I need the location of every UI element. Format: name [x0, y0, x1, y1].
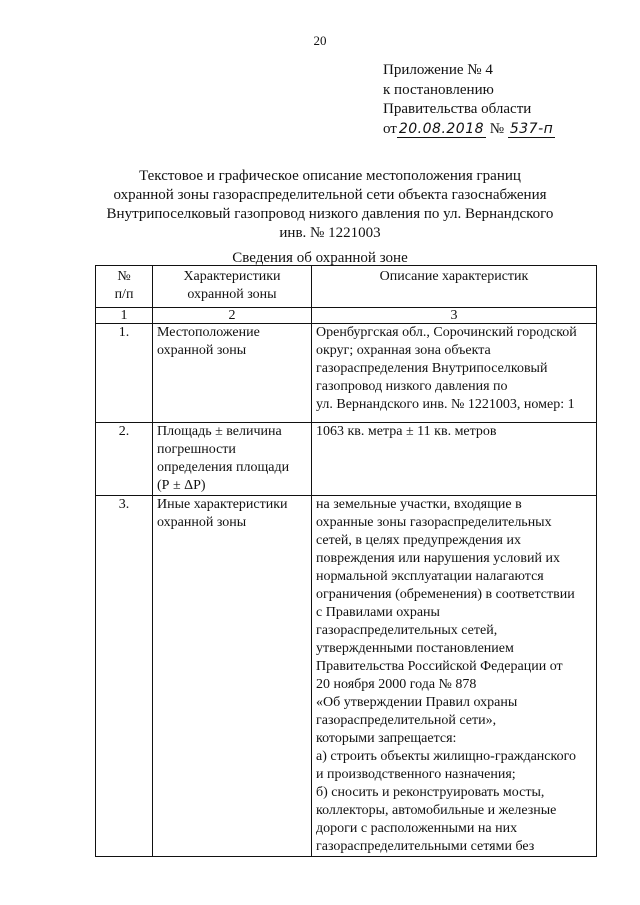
row-description: [312, 423, 597, 496]
cell-line: на земельные участки, входящие в: [316, 497, 522, 512]
cell-line: газораспределительной сети»,: [316, 713, 497, 728]
row-number: 1.: [96, 324, 153, 423]
document-title: [60, 167, 600, 243]
header-num-line2: п/п: [114, 287, 134, 302]
cell-line: коллекторы, автомобильные и железные: [316, 803, 557, 818]
header-char-line2: охранной зоны: [187, 287, 277, 302]
appendix-line1: Приложение № 4: [383, 62, 493, 78]
page-number: 20: [313, 33, 327, 48]
cell-line: сетей, в целях предупреждения их: [316, 533, 521, 548]
cell-line: 20 ноября 2000 года № 878: [316, 677, 477, 692]
cell-line: Иные характеристики: [157, 497, 288, 512]
cell-line: 1063 кв. метра ± 11 кв. метров: [316, 424, 497, 439]
appendix-line2: к постановлению: [383, 81, 494, 98]
column-number-row: [96, 308, 597, 324]
cell-line: газораспределительных сетей,: [316, 623, 498, 638]
cell-line: охранной зоны: [157, 515, 247, 530]
row-number: 3.: [96, 496, 153, 857]
cell-line: «Об утверждении Правил охраны: [316, 695, 518, 710]
appendix-block: [383, 61, 555, 139]
title-line4: инв. № 1221003: [279, 225, 381, 241]
cell-line: погрешности: [157, 442, 236, 457]
cell-line: с Правилами охраны: [316, 605, 440, 620]
date-prefix: от: [383, 120, 397, 137]
title-line2: охранной зоны газораспределительной сети объекта газоснабжения: [113, 187, 547, 203]
number-prefix: №: [489, 120, 505, 137]
row-description: [312, 496, 597, 857]
cell-line: газопровод низкого давления по: [316, 379, 508, 394]
cell-line: Площадь ± величина: [157, 424, 282, 439]
cell-line: дороги с расположенными на них: [316, 821, 518, 836]
column-number: 1: [96, 308, 153, 324]
header-characteristic: [153, 266, 312, 308]
handwritten-date: 20.08.2018: [398, 120, 485, 137]
column-number: 2: [153, 308, 312, 324]
appendix-date-line: [383, 120, 555, 140]
cell-line: Местоположение: [157, 325, 260, 340]
header-description: Описание характеристик: [312, 266, 597, 308]
cell-line: нормальной эксплуатации налагаются: [316, 569, 544, 584]
cell-line: б) сносить и реконструировать мосты,: [316, 785, 545, 800]
table-row: [96, 423, 597, 496]
cell-line: газораспределительными сетями без: [316, 839, 535, 854]
cell-line: Оренбургская обл., Сорочинский городской: [316, 325, 577, 340]
header-char-line1: Характеристики: [183, 269, 281, 284]
row-description: [312, 324, 597, 423]
cell-line: которыми запрещается:: [316, 731, 457, 746]
cell-line: повреждения или нарушения условий их: [316, 551, 560, 566]
header-num: [96, 266, 153, 308]
cell-line: ограничения (обременения) в соответствии: [316, 587, 575, 602]
cell-line: охранной зоны: [157, 343, 247, 358]
cell-line: округ; охранная зона объекта: [316, 343, 491, 358]
cell-line: определения площади: [157, 460, 290, 475]
cell-line: охранные зоны газораспределительных: [316, 515, 552, 530]
cell-line: а) строить объекты жилищно-гражданского: [316, 749, 576, 764]
table-header-row: [96, 266, 597, 308]
appendix-line3: Правительства области: [383, 101, 532, 117]
cell-line: Правительства Российской Федерации от: [316, 659, 563, 674]
cell-line: газораспределения Внутрипоселковый: [316, 361, 548, 376]
handwritten-number: 537-п: [509, 120, 554, 137]
row-characteristic: [153, 324, 312, 423]
cell-line: и производственного назначения;: [316, 767, 516, 782]
table-row: [96, 324, 597, 423]
row-characteristic: [153, 423, 312, 496]
title-line3: Внутрипоселковый газопровод низкого давления по ул. Вернандского: [106, 206, 554, 222]
table-row: [96, 496, 597, 857]
header-num-line1: №: [117, 269, 131, 284]
cell-line: (Р ± ΔР): [157, 478, 206, 493]
cell-line: утвержденными постановлением: [316, 641, 514, 656]
cell-line: ул. Вернандского инв. № 1221003, номер: 1: [316, 397, 575, 412]
protection-zone-table: [95, 265, 597, 857]
column-number: 3: [312, 308, 597, 324]
row-number: 2.: [96, 423, 153, 496]
title-line1: Текстовое и графическое описание местоположения границ: [139, 168, 521, 184]
table-caption: Сведения об охранной зоне: [232, 250, 408, 266]
row-characteristic: [153, 496, 312, 857]
